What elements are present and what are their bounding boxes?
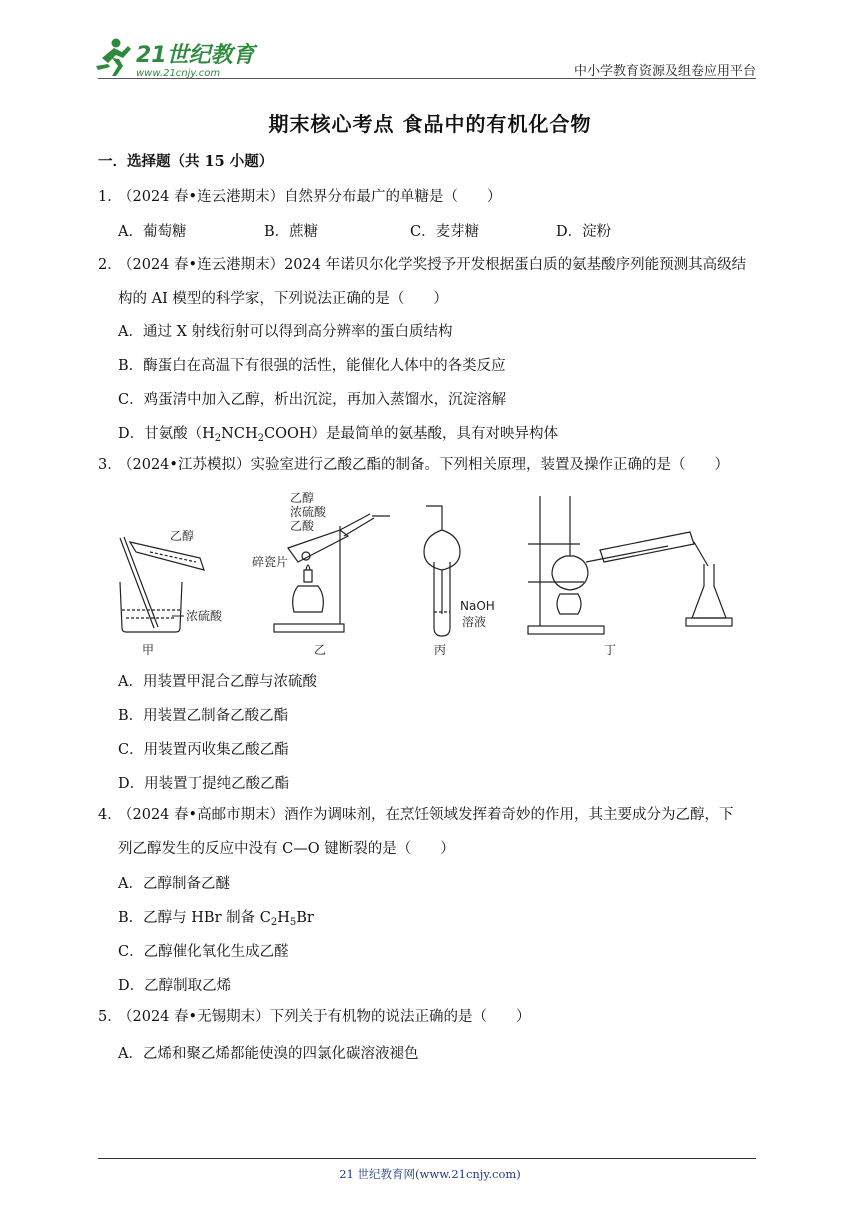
question-4: 4．（2024 春•高邮市期末）酒作为调味剂，在烹饪领域发挥着奇妙的作用，其主要成分为乙醇，下 列乙醇发生的反应中没有 C—O 键断裂的是（ ） bbox=[98, 798, 764, 866]
question-5: 5．（2024 春•无锡期末）下列关于有机物的说法正确的是（ ） bbox=[98, 1009, 531, 1025]
option-b[interactable]: B．蔗糖 bbox=[264, 224, 319, 240]
question-stem: （2024 春•连云港期末）2024 年诺贝尔化学奖授予开发根据蛋白质的氨基酸序列能预测其高级结 bbox=[118, 257, 747, 273]
question-stem-cont: 构的 AI 模型的科学家，下列说法正确的是（ ） bbox=[118, 291, 448, 307]
header-divider bbox=[98, 78, 756, 79]
page-title: 期末核心考点 食品中的有机化合物 bbox=[268, 112, 592, 136]
question-1: 1．（2024 春•连云港期末）自然界分布最广的单糖是（ ） bbox=[98, 189, 502, 205]
label-acetic-acid-yi: 乙酸 bbox=[290, 519, 315, 533]
option-d[interactable]: D．用装置丁提纯乙酸乙酯 bbox=[118, 776, 290, 792]
option-a[interactable]: A．乙醇制备乙醚 bbox=[118, 876, 230, 892]
question-stem: （2024 春•高邮市期末）酒作为调味剂，在烹饪领域发挥着奇妙的作用，其主要成分为乙醇，下 bbox=[118, 807, 734, 823]
question-1-options bbox=[118, 220, 702, 241]
question-stem: （2024•江苏模拟）实验室进行乙酸乙酯的制备。下列相关原理，装置及操作正确的是（ ） bbox=[118, 457, 729, 473]
label-conc-acid-jia: 浓硫酸 bbox=[186, 609, 223, 623]
svg-text:www.21cnjy.com: www.21cnjy.com bbox=[136, 68, 221, 79]
option-c[interactable]: C．用装置丙收集乙酸乙酯 bbox=[118, 742, 289, 758]
option-c[interactable]: C．麦芽糖 bbox=[410, 224, 480, 240]
option-d[interactable]: D．乙醇制取乙烯 bbox=[118, 978, 232, 994]
question-stem: （2024 春•无锡期末）下列关于有机物的说法正确的是（ ） bbox=[118, 1009, 531, 1025]
apparatus-figure bbox=[108, 486, 748, 658]
label-conc-acid-yi: 浓硫酸 bbox=[290, 505, 327, 519]
question-3: 3．（2024•江苏模拟）实验室进行乙酸乙酯的制备。下列相关原理，装置及操作正确的是（ ） bbox=[98, 457, 729, 473]
footer-divider bbox=[98, 1158, 756, 1159]
label-ethanol-jia: 乙醇 bbox=[170, 529, 195, 543]
site-logo bbox=[92, 36, 262, 80]
option-d[interactable]: D．淀粉 bbox=[556, 224, 612, 240]
question-stem: （2024 春•连云港期末）自然界分布最广的单糖是（ ） bbox=[118, 189, 502, 205]
label-jia: 甲 bbox=[142, 643, 155, 657]
option-c[interactable]: C．鸡蛋清中加入乙醇，析出沉淀，再加入蒸馏水，沉淀溶解 bbox=[118, 392, 507, 408]
label-porcelain-chips: 碎瓷片 bbox=[252, 555, 289, 569]
option-d[interactable]: D．甘氨酸$(H_2NCH_2COOH)$是最简单的氨基酸，具有对映异构体 bbox=[118, 426, 558, 444]
option-b[interactable]: B．用装置乙制备乙酸乙酯 bbox=[118, 708, 289, 724]
svg-text:21世纪教育: 21世纪教育 bbox=[136, 43, 255, 68]
platform-name: 中小学教育资源及组卷应用平台 bbox=[573, 64, 756, 79]
label-ethanol-yi: 乙醇 bbox=[290, 491, 315, 505]
footer-link[interactable]: 21 世纪教育网(www.21cnjy.com) bbox=[339, 1167, 521, 1181]
label-bing: 丙 bbox=[434, 643, 447, 657]
label-ding: 丁 bbox=[604, 643, 617, 657]
section-heading: 一．选择题（共 15 小题） bbox=[98, 153, 274, 170]
label-solution: 溶液 bbox=[462, 615, 487, 629]
question-2: 2．（2024 春•连云港期末）2024 年诺贝尔化学奖授予开发根据蛋白质的氨基酸序列能预测其高级结 构的 AI 模型的科学家，下列说法正确的是（ ） bbox=[98, 248, 764, 316]
label-yi: 乙 bbox=[314, 643, 327, 657]
option-a[interactable]: A．用装置甲混合乙醇与浓硫酸 bbox=[118, 674, 317, 690]
label-naoh: NaOH bbox=[460, 599, 495, 613]
question-stem-cont: 列乙醇发生的反应中没有 C—O 键断裂的是（ ） bbox=[118, 841, 455, 857]
option-a[interactable]: A．乙烯和聚乙烯都能使溴的四氯化碳溶液褪色 bbox=[118, 1046, 419, 1062]
option-a[interactable]: A．葡萄糖 bbox=[118, 224, 187, 240]
option-b[interactable]: B．酶蛋白在高温下有很强的活性，能催化人体中的各类反应 bbox=[118, 358, 506, 374]
option-c[interactable]: C．乙醇催化氧化生成乙醛 bbox=[118, 944, 289, 960]
option-a[interactable]: A．通过 X 射线衍射可以得到高分辨率的蛋白质结构 bbox=[118, 324, 453, 340]
option-b[interactable]: B．乙醇与 HBr 制备 $C_2H_5Br$ bbox=[118, 910, 314, 928]
